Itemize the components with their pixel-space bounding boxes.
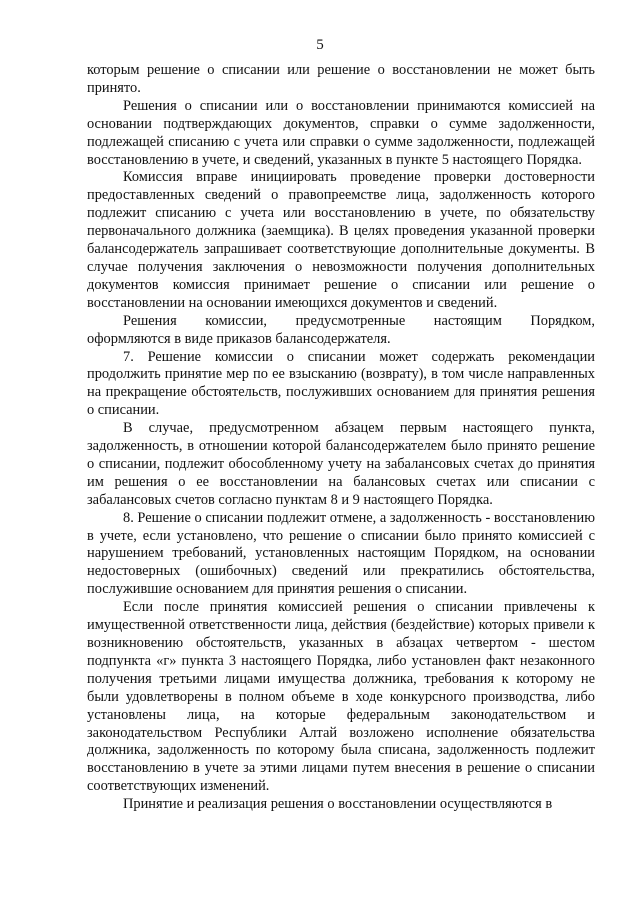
- paragraph-restoration: Принятие и реализация решения о восстановлении осуществляются в: [123, 796, 553, 813]
- paragraph-decisions-basis: Решения о списании или о восстановлении принимаются комиссией на основании подтверждающих документов, справки о сумме задолженности, подлежащей списанию с учета или справки о сумме задолженности, подлежащей восстановлению в учете, и сведений, указанных в пункте 5 настоящего Порядка.: [87, 97, 595, 168]
- paragraph-liability: Если после принятия комиссией решения о списании привлечены к имущественной ответственности лица, действия (бездействие) которых привели к возникновению обстоятельств, указанных в абзацах четвертом - шестом подпункта «г» пункта 3 настоящего Порядка, либо установлен факт незаконного получения третьими лицами имущества должника, требования к которому не были удовлетворены в полном объеме в ходе конкурсного производства, либо установлены лица, на которые федеральным законодательством и законодательством Республики Алтай возложено исполнение обязательства должника, задолженность по которому была списана, задолженность подлежит восстановлению в учете за этими лицами путем внесения в решение о списании соответствующих изменений.: [87, 599, 595, 795]
- paragraph-continuation: которым решение о списании или решение о восстановлении не может быть принято.: [87, 62, 595, 96]
- paragraph-decisions-form-line2: оформляются в виде приказов балансодержателя.: [87, 330, 391, 347]
- paragraph-off-balance: В случае, предусмотренном абзацем первым настоящего пункта, задолженность, в отношении которой балансодержателем было принято решение о списании, подлежит обособленному учету на забалансовых счетах до принятия им решения о ее восстановлении на балансовых счетах или списании с забалансовых счетов согласно пунктам 8 и 9 настоящего Порядка.: [87, 420, 595, 508]
- paragraph-verification: Комиссия вправе инициировать проведение проверки достоверности предоставленных сведений о правопреемстве лица, задолженность которого подлежит списанию с учета или восстановлению в учете, по обязательству первоначального должника (заемщика). В целях проведения указанной проверки балансодержатель запрашивает соответствующие дополнительные документы. В случае получения заключения о невозможности получения дополнительных документов комиссия принимает решение о списании или решение о восстановлении на основании имеющихся документов и сведений.: [87, 169, 595, 311]
- paragraph-item-8: 8. Решение о списании подлежит отмене, а задолженность - восстановлению в учете, если установлено, что решение о списании было принято комиссией с нарушением требований, установленных настоящим Порядком, на основании недостоверных (ошибочных) сведений или прекратились обстоятельства, послужившие основанием для принятия решения о списании.: [87, 509, 595, 598]
- paragraph-decisions-form-line1: Решения комиссии, предусмотренные настоящим Порядком,: [123, 312, 595, 329]
- page-number: 5: [316, 37, 324, 53]
- document-body: [87, 62, 595, 814]
- paragraph-item-7: 7. Решение комиссии о списании может содержать рекомендации продолжить принятие мер по ее взысканию (возврату), в том числе направленных на прекращение обстоятельств, послуживших основанием для принятия решения о списании.: [87, 348, 595, 419]
